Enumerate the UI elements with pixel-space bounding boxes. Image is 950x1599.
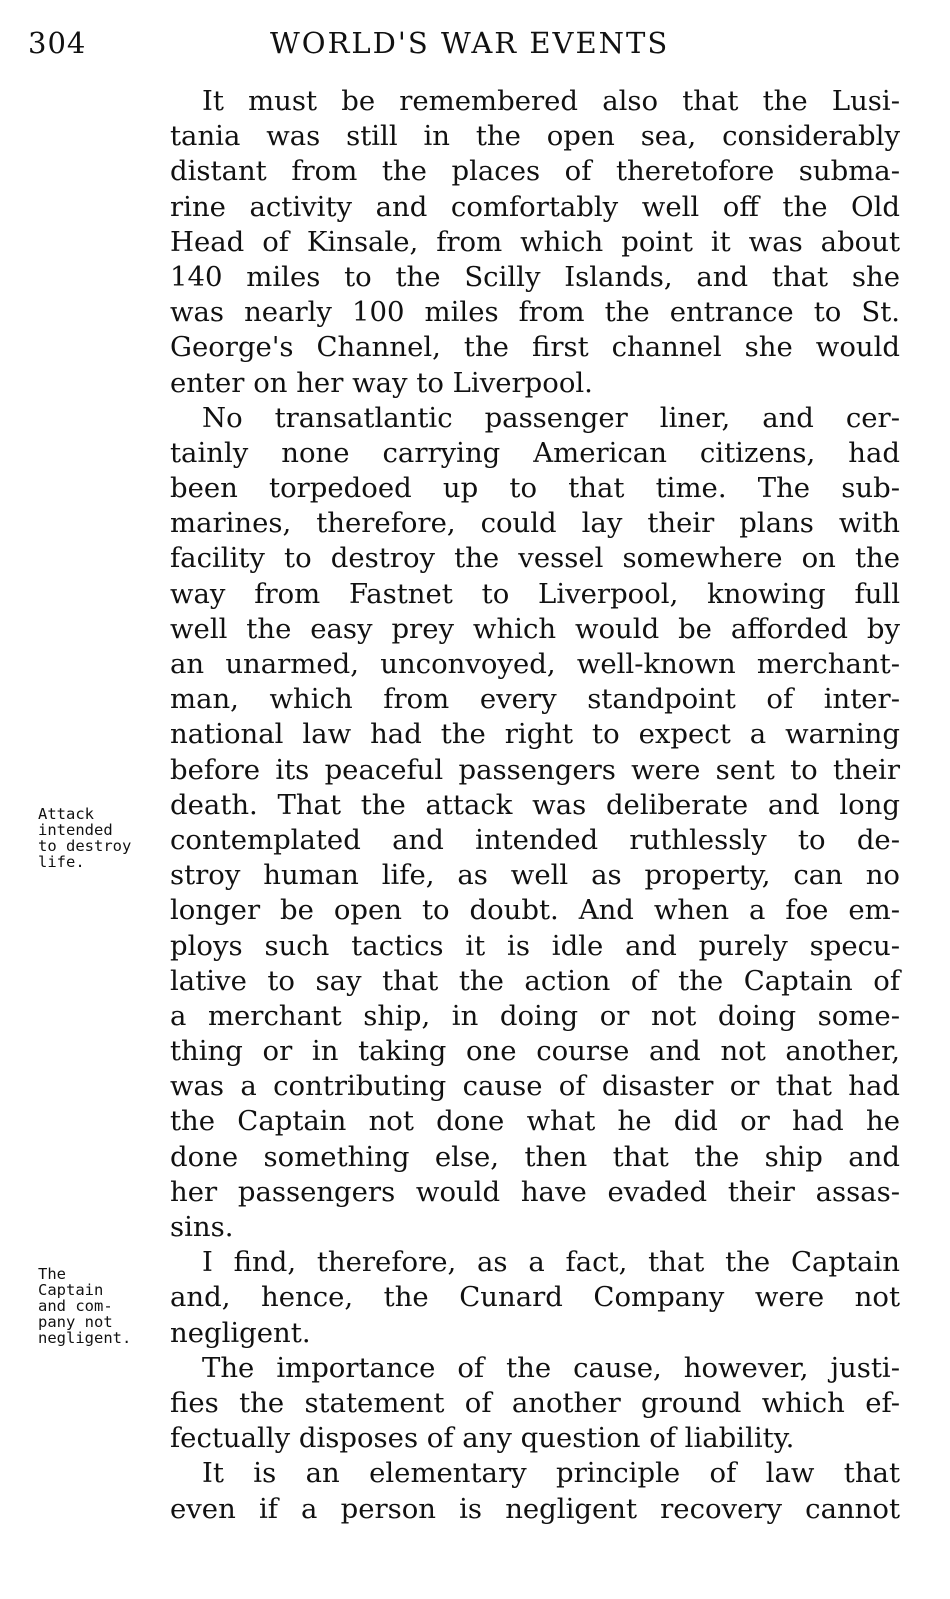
text-line: rine activity and comfortably well off the Old — [170, 190, 900, 223]
sidenote-line: intended — [38, 821, 113, 839]
text-line: It is an elementary principle of law that — [202, 1457, 900, 1490]
sidenote-line: pany not — [38, 1313, 113, 1331]
text-line: been torpedoed up to that time. The sub- — [170, 472, 900, 505]
text-line: tainly none carrying American citizens, had — [170, 436, 900, 469]
text-line: and, hence, the Cunard Company were not — [170, 1281, 900, 1314]
sidenote-line: The — [38, 1265, 66, 1283]
text-line: 140 miles to the Scilly Islands, and that she — [170, 260, 900, 293]
text-line: man, which from every standpoint of inter- — [170, 683, 900, 716]
text-line: fies the statement of another ground which ef- — [170, 1386, 900, 1419]
text-line: It must be remembered also that the Lusi- — [202, 85, 900, 117]
text-line: George's Channel, the first channel she would — [170, 331, 900, 364]
text-line: marines, therefore, could lay their plans with — [170, 507, 900, 540]
sidenote-captain-not-negligent — [38, 1266, 131, 1346]
text-line: even if a person is negligent recovery cannot — [170, 1492, 900, 1525]
text-line: before its peaceful passengers were sent to their — [170, 753, 900, 786]
text-line: stroy human life, as well as property, can no — [170, 859, 900, 892]
body-text — [170, 84, 900, 1527]
sidenote-line: and com- — [38, 1297, 113, 1315]
text-line: was nearly 100 miles from the entrance to St. — [170, 296, 900, 329]
running-head: WORLD'S WAR EVENTS — [270, 26, 670, 60]
text-line: death. That the attack was deliberate and long — [170, 788, 900, 821]
paragraph — [170, 1351, 900, 1457]
text-line: was a contributing cause of disaster or that had — [170, 1070, 900, 1103]
text-line: well the easy prey which would be afforded by — [170, 612, 900, 645]
sidenote-line: life. — [38, 853, 85, 871]
sidenote-attack-intended — [38, 806, 131, 870]
text-line: a merchant ship, in doing or not doing some- — [170, 999, 900, 1032]
text-line: negligent. — [170, 1316, 311, 1349]
text-line: way from Fastnet to Liverpool, knowing full — [170, 577, 900, 610]
text-line: sins. — [170, 1211, 234, 1243]
text-line: contemplated and intended ruthlessly to de- — [170, 823, 900, 856]
sidenote-line: to destroy — [38, 837, 132, 855]
paragraph — [170, 1456, 900, 1526]
text-line: ploys such tactics it is idle and purely specu- — [170, 929, 900, 962]
text-line: national law had the right to expect a warning — [170, 718, 900, 751]
paragraph — [170, 401, 900, 1246]
text-line: fectually disposes of any question of liability. — [170, 1422, 795, 1455]
text-line: The importance of the cause, however, justi- — [202, 1351, 900, 1384]
text-line: done something else, then that the ship and — [170, 1140, 900, 1173]
text-line: the Captain not done what he did or had he — [170, 1105, 900, 1138]
sidenote-line: Attack — [38, 805, 94, 823]
text-line: thing or in taking one course and not another, — [170, 1035, 900, 1068]
text-line: Head of Kinsale, from which point it was about — [170, 225, 900, 258]
paragraph — [170, 84, 900, 401]
text-line: lative to say that the action of the Captain of — [170, 964, 900, 997]
text-line: I find, therefore, as a fact, that the Captain — [202, 1246, 900, 1279]
text-line: No transatlantic passenger liner, and cer- — [202, 401, 900, 434]
page-header — [28, 26, 928, 70]
page-number: 304 — [28, 26, 87, 60]
text-line: her passengers would have evaded their assas- — [170, 1175, 900, 1208]
text-line: facility to destroy the vessel somewhere on the — [170, 542, 900, 575]
text-line: an unarmed, unconvoyed, well-known merchant- — [170, 648, 900, 680]
text-line: enter on her way to Liverpool. — [170, 366, 593, 399]
sidenote-line: negligent. — [38, 1329, 132, 1347]
text-line: tania was still in the open sea, considerably — [170, 120, 900, 153]
text-line: longer be open to doubt. And when a foe em- — [170, 894, 900, 927]
sidenote-line: Captain — [38, 1281, 104, 1299]
text-line: distant from the places of theretofore subma- — [170, 155, 900, 188]
paragraph — [170, 1245, 900, 1351]
